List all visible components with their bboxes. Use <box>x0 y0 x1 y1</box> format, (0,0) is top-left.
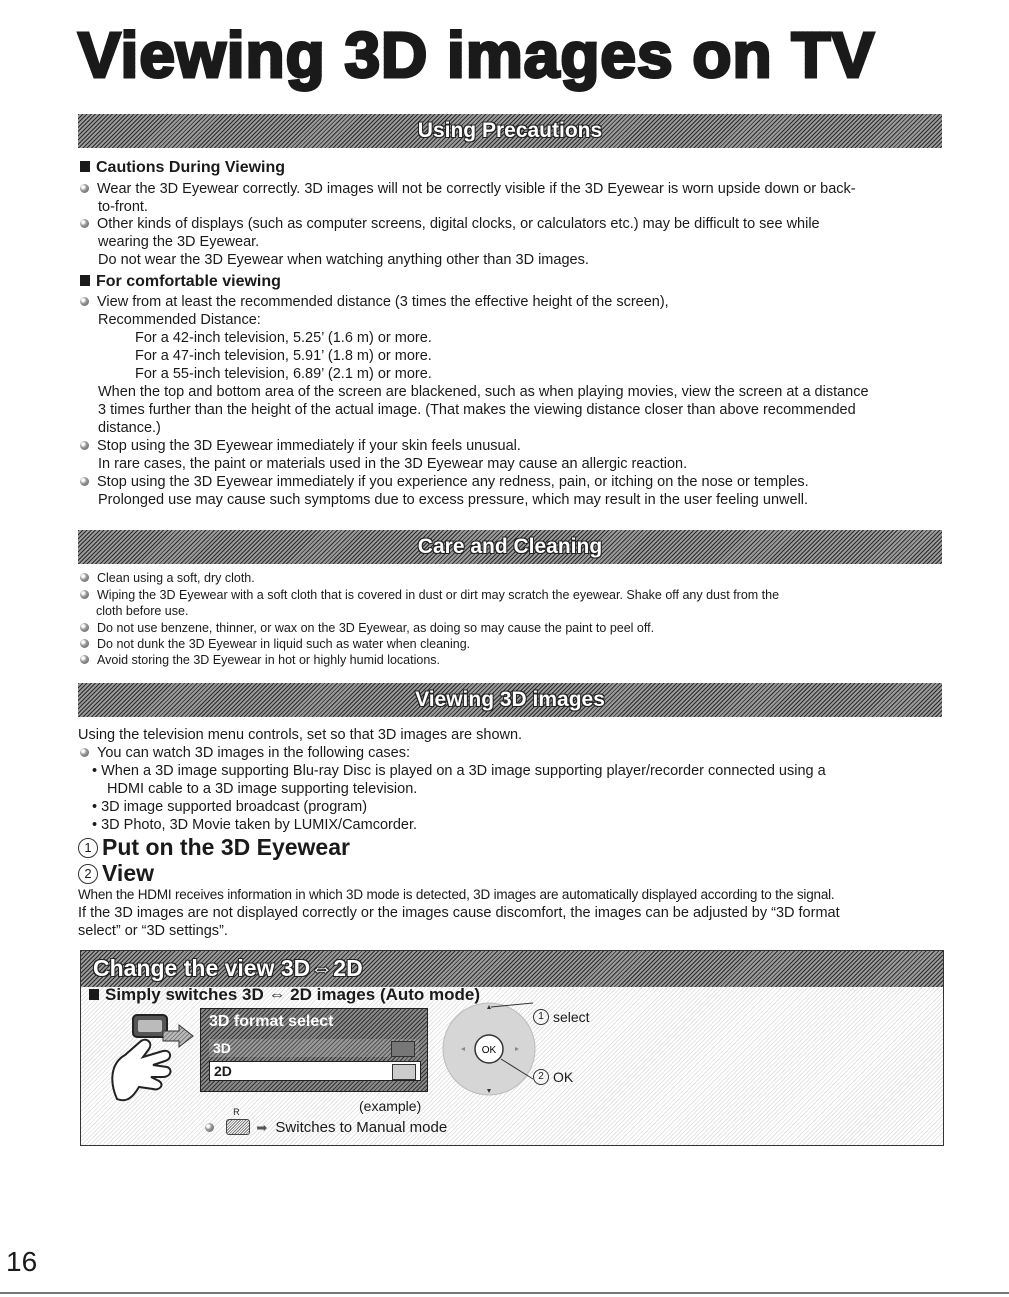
caution-2-note: Do not wear the 3D Eyewear when watching anything other than 3D images. <box>98 252 589 268</box>
2d-mode-icon <box>392 1064 416 1080</box>
comfort-1-f: When the top and bottom area of the screen are blackened, such as when playing movies, view the screen at a distance <box>98 384 869 400</box>
bullet-icon <box>80 477 89 486</box>
menu-option-2d[interactable]: 2D <box>209 1061 421 1081</box>
page-number: 16 <box>6 1246 38 1277</box>
viewing-case-3: • 3D Photo, 3D Movie taken by LUMIX/Camcorder. <box>92 817 418 833</box>
comfort-1: View from at least the recommended distance (3 times the effective height of the screen), <box>80 293 669 311</box>
section-bar-care <box>78 530 942 564</box>
comfort-3-b: Prolonged use may cause such symptoms due to excess pressure, which may result in the user feeling unwell. <box>98 492 809 508</box>
comfort-2: Stop using the 3D Eyewear immediately if your skin feels unusual. <box>80 437 521 455</box>
step-number-circle: 2 <box>78 864 98 884</box>
comfort-1-c: For a 42-inch television, 5.25’ (1.6 m) or more. <box>135 330 432 346</box>
step-number-circle: 1 <box>78 838 98 858</box>
bullet-icon <box>80 748 89 757</box>
return-key-icon: R <box>226 1119 248 1133</box>
comfort-1-h: distance.) <box>98 420 161 436</box>
caution-2-cont: wearing the 3D Eyewear. <box>98 234 260 250</box>
section-bar-label: Care and Cleaning <box>417 535 603 558</box>
comfort-1-e: For a 55-inch television, 6.89’ (2.1 m) or more. <box>135 366 432 382</box>
square-bullet-icon <box>89 989 99 1000</box>
viewing-case-1-cont: HDMI cable to a 3D image supporting television. <box>107 781 418 797</box>
section-bar-precautions <box>78 114 942 148</box>
comfort-3: Stop using the 3D Eyewear immediately if you experience any redness, pain, or itching on the nose or temples. <box>80 473 809 491</box>
care-2-cont: cloth before use. <box>96 604 189 618</box>
bullet-icon <box>205 1123 214 1132</box>
view-text-1: When the HDMI receives information in which 3D mode is detected, 3D images are automatically displayed according to the signal. <box>78 887 835 902</box>
comfort-1-g: 3 times further than the height of the actual image. (That makes the viewing distance closer than above recommended <box>98 402 856 418</box>
example-caption: (example) <box>359 1098 422 1114</box>
bullet-icon <box>80 623 89 632</box>
view-text-2: If the 3D images are not displayed correctly or the images cause discomfort, the images can be adjusted by “3D format <box>78 905 840 921</box>
section-bar-label: Viewing 3D images <box>415 688 605 711</box>
change-view-title: Change the view 3D⇔2D <box>93 955 363 981</box>
section-bar-viewing <box>78 683 942 717</box>
section-bar-label: Using Precautions <box>417 119 603 142</box>
caution-2: Other kinds of displays (such as computer screens, digital clocks, or calculators etc.) may be difficult to see while <box>80 215 820 233</box>
comfort-1-b: Recommended Distance: <box>98 312 261 328</box>
care-2: Wiping the 3D Eyewear with a soft cloth that is covered in dust or dirt may scratch the eyewear. Shake off any dust from the <box>80 587 779 603</box>
caution-1: Wear the 3D Eyewear correctly. 3D images will not be correctly visible if the 3D Eyewear is worn upside down or back- <box>80 180 856 198</box>
change-view-header <box>81 951 943 987</box>
bullet-icon <box>80 441 89 450</box>
subhead-comfort: For comfortable viewing <box>80 273 281 291</box>
menu-option-3d[interactable]: 3D <box>209 1039 419 1057</box>
bottom-rule <box>0 1292 1009 1294</box>
ok-button-label: OK <box>481 1045 497 1056</box>
page-title: Viewing 3D images on TV <box>78 19 876 91</box>
view-text-3: select” or “3D settings”. <box>78 923 228 939</box>
step-2-heading: 2 View <box>78 860 154 887</box>
select-callout: 1 select <box>533 1009 590 1025</box>
square-bullet-icon <box>80 161 90 172</box>
arrow-right-icon <box>161 1023 195 1049</box>
menu-title: 3D format select <box>209 1013 334 1030</box>
subhead-cautions: Cautions During Viewing <box>80 159 285 177</box>
bullet-icon <box>80 297 89 306</box>
caution-1-cont: to-front. <box>98 199 148 215</box>
format-select-menu <box>200 1008 428 1092</box>
care-1: Clean using a soft, dry cloth. <box>80 570 255 586</box>
bullet-icon <box>80 184 89 193</box>
viewing-intro: Using the television menu controls, set so that 3D images are shown. <box>78 727 523 743</box>
care-5: Avoid storing the 3D Eyewear in hot or highly humid locations. <box>80 652 440 668</box>
ok-callout: 2 OK <box>533 1069 573 1085</box>
viewing-case-2: • 3D image supported broadcast (program) <box>92 799 368 815</box>
care-3: Do not use benzene, thinner, or wax on the 3D Eyewear, as doing so may cause the paint to peel off. <box>80 620 654 636</box>
arrow-right-icon: ➡ <box>256 1120 268 1135</box>
bullet-icon <box>80 573 89 582</box>
bullet-icon <box>80 639 89 648</box>
bullet-icon <box>80 590 89 599</box>
auto-mode-subhead: Simply switches 3D ⇔ 2D images (Auto mode) <box>89 985 480 1005</box>
bullet-icon <box>80 655 89 664</box>
comfort-1-d: For a 47-inch television, 5.91’ (1.8 m) or more. <box>135 348 432 364</box>
bullet-icon <box>80 219 89 228</box>
3d-mode-icon <box>391 1041 415 1057</box>
comfort-2-b: In rare cases, the paint or materials used in the 3D Eyewear may cause an allergic reaction. <box>98 456 688 472</box>
viewing-case-1: • When a 3D image supporting Blu-ray Disc is played on a 3D image supporting player/recorder connected using a <box>92 763 826 779</box>
manual-mode-line: R ➡ Switches to Manual mode <box>205 1119 447 1136</box>
viewing-cases: You can watch 3D images in the following cases: <box>80 744 410 762</box>
care-4: Do not dunk the 3D Eyewear in liquid such as water when cleaning. <box>80 636 470 652</box>
square-bullet-icon <box>80 275 90 286</box>
step-1-heading: 1 Put on the 3D Eyewear <box>78 834 350 861</box>
